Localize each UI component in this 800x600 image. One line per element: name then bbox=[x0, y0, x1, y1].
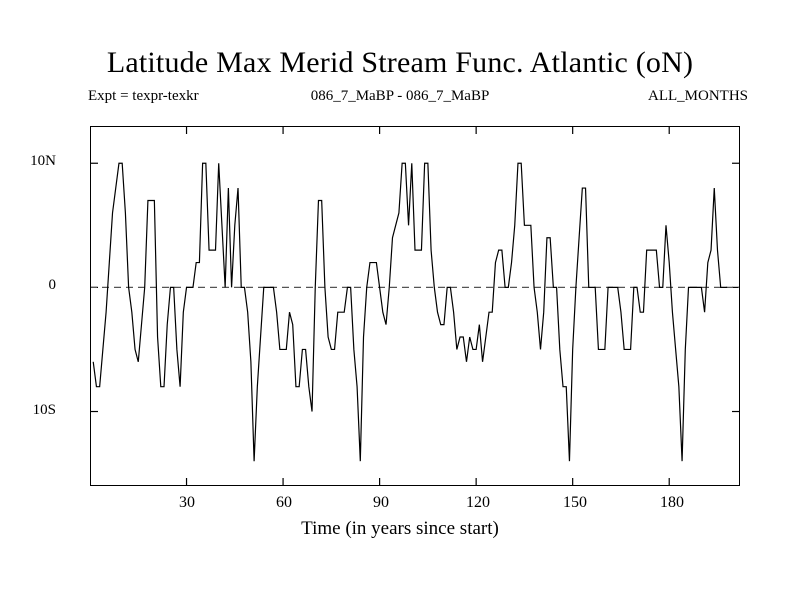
xtick-label-60: 60 bbox=[276, 494, 292, 511]
page-title: Latitude Max Merid Stream Func. Atlantic (oN) bbox=[106, 46, 694, 79]
plot-frame bbox=[90, 126, 740, 486]
subtitle-months: ALL_MONTHS bbox=[648, 88, 748, 104]
plot-area bbox=[90, 126, 740, 486]
xtick-label-30: 30 bbox=[179, 494, 195, 511]
subtitle-period: 086_7_MaBP - 086_7_MaBP bbox=[310, 88, 490, 104]
subtitle-experiment: Expt = texpr-texkr bbox=[88, 88, 199, 104]
xtick-label-120: 120 bbox=[466, 494, 490, 511]
ytick-label-10s: 10S bbox=[32, 401, 56, 418]
x-axis-title: Time (in years since start) bbox=[301, 518, 499, 539]
ytick-label-0: 0 bbox=[48, 277, 56, 294]
xtick-label-180: 180 bbox=[660, 494, 684, 511]
ytick-label-10n: 10N bbox=[30, 153, 56, 170]
xtick-label-90: 90 bbox=[373, 494, 389, 511]
xtick-label-150: 150 bbox=[563, 494, 587, 511]
